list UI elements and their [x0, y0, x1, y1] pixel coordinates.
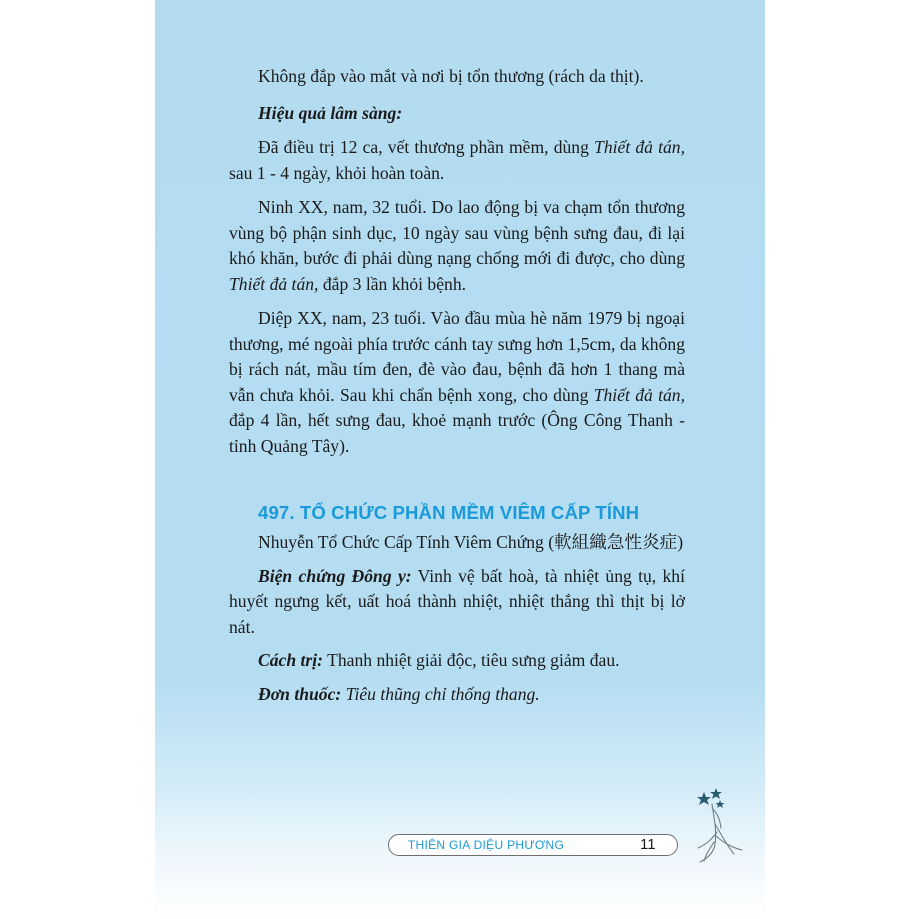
paragraph-bien-chung — [229, 564, 685, 641]
remedy-name: Thiết đả tán, — [229, 273, 319, 294]
don-thuoc-text: Tiêu thũng chỉ thống thang. — [341, 683, 540, 704]
case-1-text-2: đắp 3 lần khỏi bệnh. — [318, 273, 467, 294]
clinical-effect-heading: Hiệu quả lâm sàng: — [258, 102, 403, 123]
cach-tri-label: Cách trị: — [258, 650, 324, 670]
page-body — [229, 64, 685, 707]
remedy-name: Thiết đả tán, — [593, 384, 685, 405]
page-number: 11 — [640, 836, 656, 853]
paragraph-cach-tri — [229, 648, 685, 674]
bien-chung-label: Biện chứng Đông y: — [258, 565, 412, 586]
paragraph-case-2 — [229, 306, 685, 459]
bien-chung-text: Vinh vệ bất hoà, tà nhiệt ủng tụ, khí huyết ngưng kết, uất hoá thành nhiệt, nhiệt thắng thì thịt bị lở nát. — [229, 565, 685, 637]
summary-text-1: Đã điều trị 12 ca, vết thương phần mềm, dùng — [258, 137, 595, 157]
cach-tri-text: Thanh nhiệt giải độc, tiêu sưng giảm đau. — [323, 650, 620, 670]
paragraph-don-thuoc — [229, 682, 685, 708]
case-1-text-1: Ninh XX, nam, 32 tuổi. Do lao động bị va chạm tổn thương vùng bộ phận sinh dục, 10 ngày sau vùng bệnh sưng đau, đi lại khó khăn, bước đi phải dùng nạng chống mới đi được, cho dùng — [229, 197, 685, 268]
don-thuoc-label: Đơn thuốc: — [258, 683, 342, 704]
paragraph-warning: Không đắp vào mắt và nơi bị tổn thương (rách da thịt). — [258, 66, 644, 86]
ginseng-root-icon — [690, 784, 750, 864]
case-2-text-2: đắp 4 lần, hết sưng đau, khoẻ mạnh trước (Ông Công Thanh - tỉnh Quảng Tây). — [229, 410, 685, 456]
footer-book-title: THIÊN GIA DIỆU PHƯƠNG — [407, 838, 565, 852]
summary-text-2: sau 1 - 4 ngày, khỏi hoàn toàn. — [229, 162, 445, 183]
paragraph-summary — [229, 135, 685, 186]
section-title: 497. TỔ CHỨC PHẦN MỀM VIÊM CẤP TÍNH — [258, 502, 640, 523]
paragraph-case-1 — [229, 195, 685, 297]
section-subtitle: Nhuyễn Tổ Chức Cấp Tính Viêm Chứng (軟組織急性炎症) — [258, 532, 684, 552]
remedy-name: Thiết đả tán, — [594, 137, 685, 157]
case-2-text-1: Diệp XX, nam, 23 tuổi. Vào đầu mùa hè năm 1979 bị ngoại thương, mé ngoài phía trước cánh tay sưng hơn 1,5cm, da không bị rách nát, mầu tím đen, đè vào đau, bệnh đã hơn 1 thang mà vẫn chưa khỏi. Sau khi chẩn bệnh xong, cho dùng — [229, 308, 685, 405]
